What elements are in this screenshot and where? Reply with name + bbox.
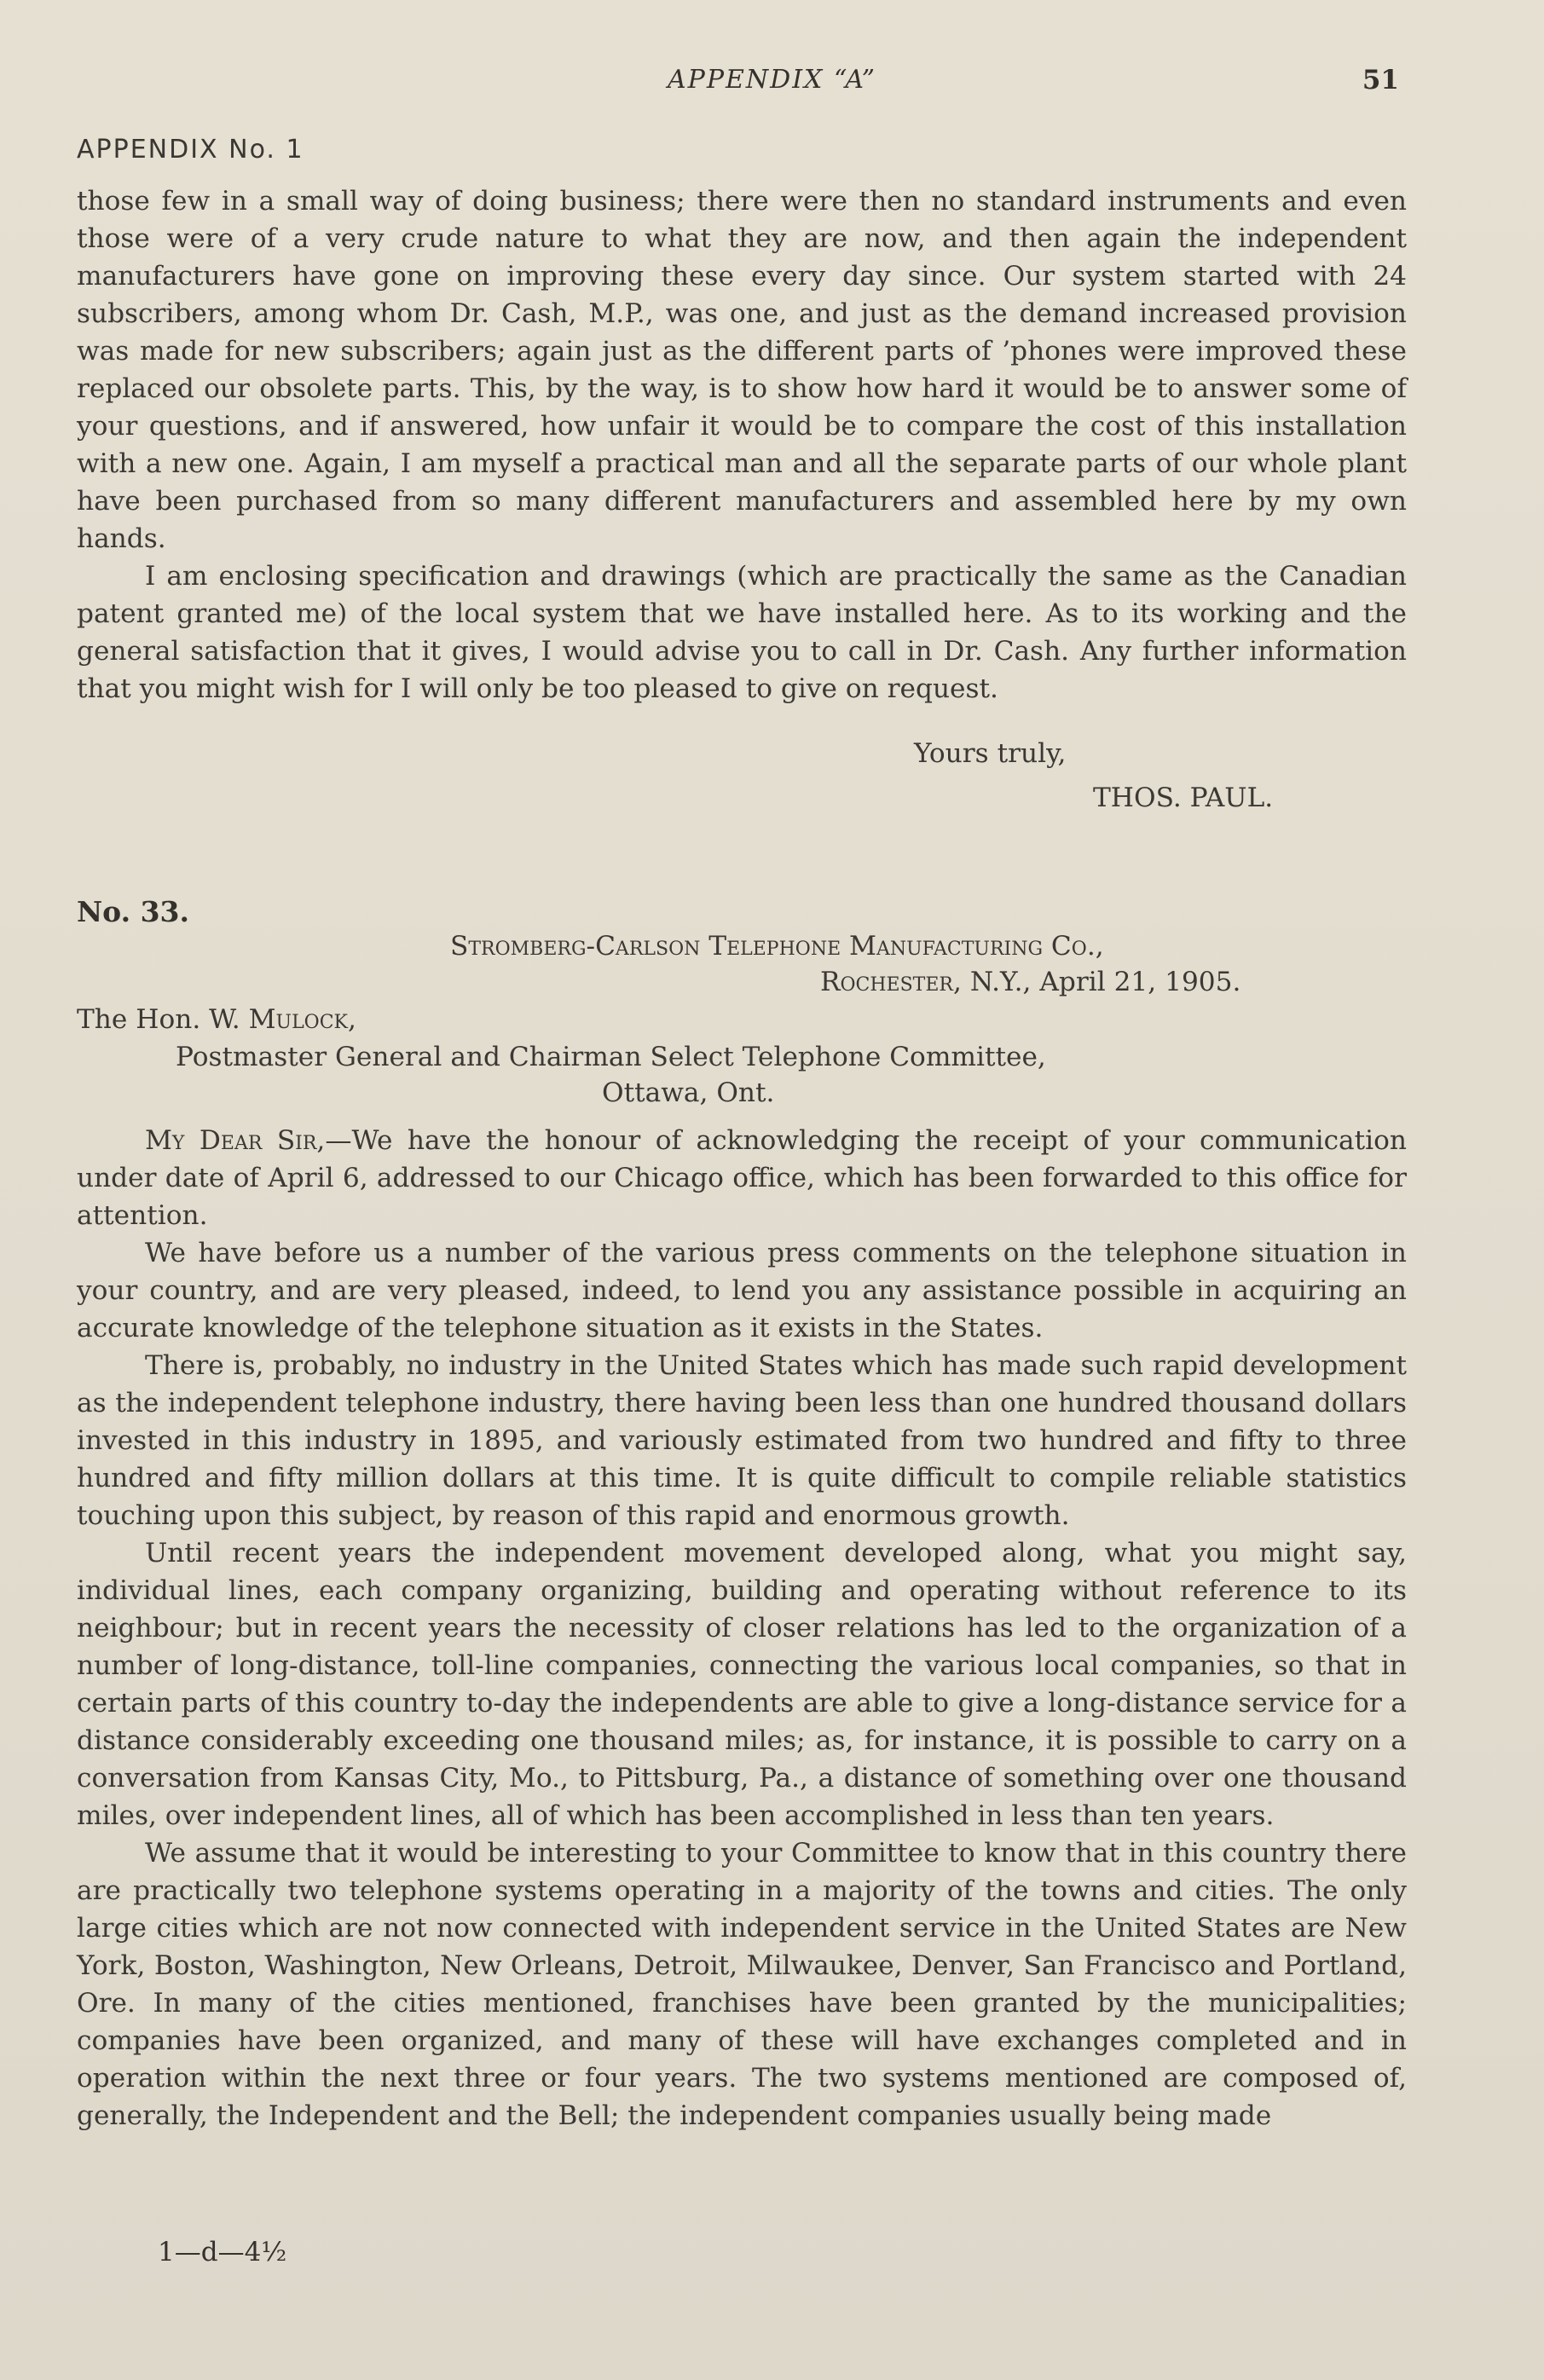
letter-number: No. 33. [77, 895, 189, 928]
letter2-paragraph-4: Until recent years the independent movement developed along, what you might say, individual lines, each company organizing, building and operating without reference to its neighbour; but in recent years the necessity of closer relations has led to the organization of a number of long-distance, toll-line companies, connecting the various local companies, so that in certain parts of this country to-day the independents are able to give a long-distance service for a distance considerably exceeding one thousand miles; as, for instance, it is possible to carry on a conversation from Kansas City, Mo., to Pittsburg, Pa., a distance of something over one thousand miles, over independent lines, all of which has been accomplished in less than ten years. [77, 1538, 1407, 1831]
letter1-paragraph-2: I am enclosing specification and drawings (which are practically the same as the Canadian patent granted me) of the local system that we have installed here. As to its working and the general satisfaction that it gives, I would advise you to call in Dr. Cash. Any further information that you might wish for I will only be too pleased to give on request. [77, 561, 1407, 704]
salutation: My Dear Sir, [145, 1125, 326, 1156]
appendix-label: APPENDIX No. 1 [77, 135, 304, 165]
addressee-title: Postmaster General and Chairman Select Telephone Committee, [176, 1042, 1046, 1072]
letter2-paragraph-1 [77, 1122, 1407, 1234]
letter2-paragraph-1-text: —We have the honour of acknowledging the receipt of your communication under date of April 6, addressed to our Chicago office, which has been forwarded to this office for attention. [77, 1125, 1408, 1231]
letter1-closing: Yours truly, [914, 738, 1067, 769]
letter2-paragraph-3: There is, probably, no industry in the United States which has made such rapid development as the independent telephone industry, there having been less than one hundred thousand dollars invested in this industry in 1895, and variously estimated from two hundred and fifty to three hundred and fifty million dollars at this time. It is quite difficult to compile reliable statistics touching upon this subject, by reason of this rapid and enormous growth. [77, 1350, 1407, 1531]
addressee-name: Mulock, [248, 1004, 356, 1035]
sender-company-name: Stromberg-Carlson Telephone Manufacturing Co., [450, 931, 1104, 962]
sender-date: N.Y., April 21, 1905. [969, 967, 1241, 997]
sender-address [820, 967, 1240, 997]
letter2-paragraph-2: We have before us a number of the various press comments on the telephone situation in your country, and are very pleased, indeed, to lend you any assistance possible in acquiring an accurate knowledge of the telephone situation as it exists in the States. [77, 1238, 1407, 1343]
sender-place: Rochester, [820, 967, 962, 997]
letter1-signature: THOS. PAUL. [1093, 783, 1274, 813]
letter1-body [77, 182, 1407, 708]
addressee-place: Ottawa, Ont. [602, 1077, 775, 1108]
sender-company [450, 931, 1104, 962]
letter2-paragraph-5: We assume that it would be interesting to your Committee to know that in this country there are practically two telephone systems operating in a majority of the towns and cities. The only large cities which are not now connected with independent service in the United States are New York, Boston, Washington, New Orleans, Detroit, Milwaukee, Denver, San Francisco and Portland, Ore. In many of the cities mentioned, franchises have been granted by the municipalities; companies have been organized, and many of these will have exchanges completed and in operation within the next three or four years. The two systems mentioned are composed of, generally, the Independent and the Bell; the independent companies usually being made [77, 1838, 1407, 2131]
running-title: APPENDIX “A” [667, 65, 877, 95]
signature-mark: 1—d—4½ [158, 2237, 287, 2267]
addressee [77, 1004, 356, 1035]
letter1-paragraph-1: those few in a small way of doing business; there were then no standard instruments and even those were of a very crude nature to what they are now, and then again the independent manufacturers have gone on improving these every day since. Our system started with 24 subscribers, among whom Dr. Cash, M.P., was one, and just as the demand increased provision was made for new subscribers; again just as the different parts of ’phones were improved these replaced our obsolete parts. This, by the way, is to show how hard it would be to answer some of your questions, and if answered, how unfair it would be to compare the cost of this installation with a new one. Again, I am myself a practical man and all the separate parts of our whole plant have been purchased from so many different manufacturers and assembled here by my own hands. [77, 186, 1407, 554]
addressee-prefix: The Hon. W. [77, 1004, 240, 1035]
letter2-body [77, 1122, 1407, 2134]
running-head [0, 65, 1544, 99]
page-number: 51 [1362, 65, 1399, 95]
